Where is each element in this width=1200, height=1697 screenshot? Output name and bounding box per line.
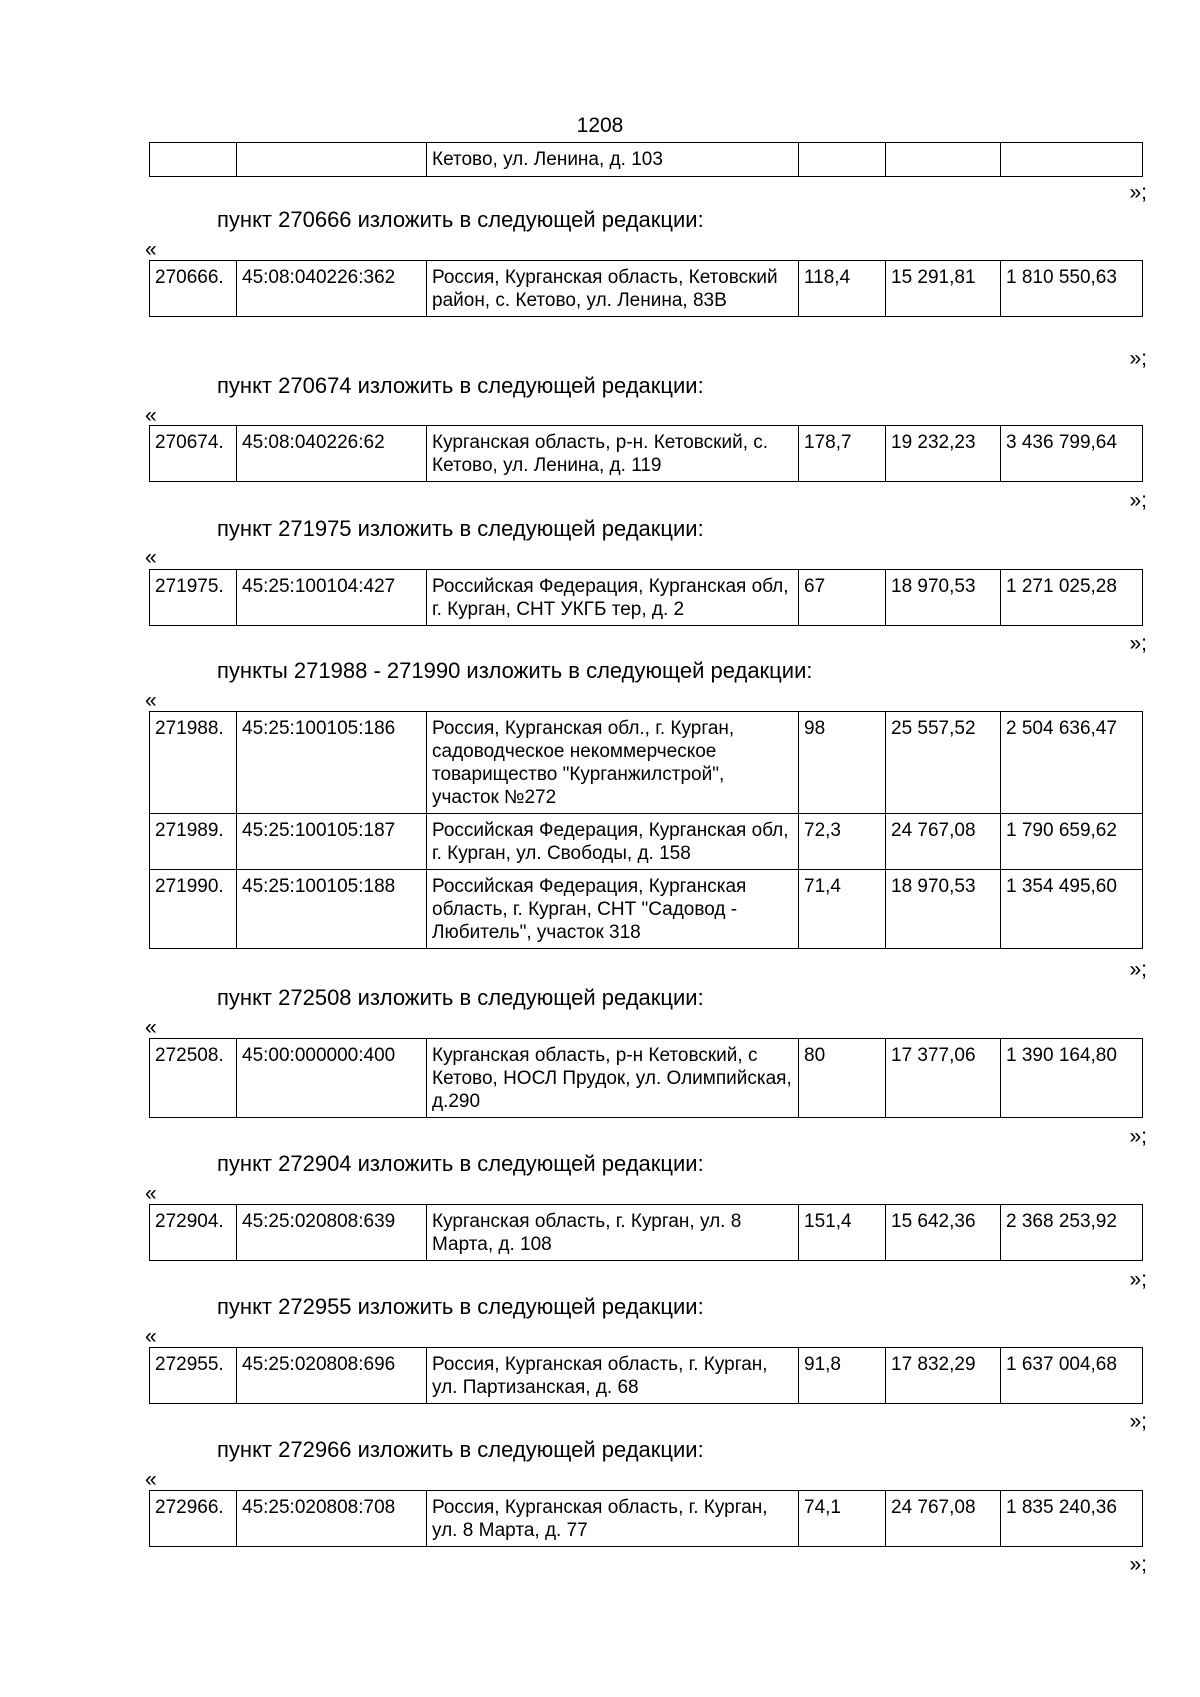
table-row — [150, 814, 1143, 870]
cell-rate: 25 557,52 — [886, 712, 1001, 814]
instruction-text: пункт 270674 изложить в следующей редакции: — [217, 373, 704, 398]
open-quote: « — [145, 689, 157, 712]
register-table — [149, 1204, 1143, 1261]
cell-cadastral: 45:00:000000:400 — [237, 1039, 427, 1118]
instruction-text: пункт 271975 изложить в следующей редакции: — [217, 516, 704, 541]
table-row — [150, 261, 1143, 317]
cell-address: Россия, Курганская область, Кетовский район, с. Кетово, ул. Ленина, 83В — [427, 261, 799, 317]
register-table — [149, 569, 1143, 626]
cell-address: Россия, Курганская обл., г. Курган, садоводческое некоммерческое товарищество "Курганжилстрой", участок №272 — [427, 712, 799, 814]
cell-number — [150, 143, 237, 177]
open-quote: « — [145, 546, 157, 569]
cell-cadastral: 45:25:100105:187 — [237, 814, 427, 870]
cell-rate: 18 970,53 — [886, 570, 1001, 626]
close-quote: »; — [1129, 1125, 1147, 1148]
instruction-text: пункт 272904 изложить в следующей редакции: — [217, 1151, 704, 1176]
cell-address: Россия, Курганская область, г. Курган, ул. Партизанская, д. 68 — [427, 1348, 799, 1404]
table-row — [150, 1491, 1143, 1547]
cell-number: 272966. — [150, 1491, 237, 1547]
cell-rate: 15 642,36 — [886, 1205, 1001, 1261]
cell-cadastral: 45:25:020808:639 — [237, 1205, 427, 1261]
cell-number: 271988. — [150, 712, 237, 814]
cell-address: Курганская область, р-н Кетовский, с Кетово, НОСЛ Прудок, ул. Олимпийская, д.290 — [427, 1039, 799, 1118]
close-quote: »; — [1129, 958, 1147, 981]
cell-area: 80 — [799, 1039, 886, 1118]
cell-value: 1 790 659,62 — [1001, 814, 1143, 870]
cell-address: Российская Федерация, Курганская обл, г. Курган, СНТ УКГБ тер, д. 2 — [427, 570, 799, 626]
cell-number: 270666. — [150, 261, 237, 317]
cell-rate: 17 832,29 — [886, 1348, 1001, 1404]
close-quote: »; — [1129, 347, 1147, 370]
cell-value: 1 390 164,80 — [1001, 1039, 1143, 1118]
cell-number: 272508. — [150, 1039, 237, 1118]
open-quote: « — [145, 404, 157, 427]
cell-address: Россия, Курганская область, г. Курган, ул. 8 Марта, д. 77 — [427, 1491, 799, 1547]
cell-area: 118,4 — [799, 261, 886, 317]
cell-value: 2 368 253,92 — [1001, 1205, 1143, 1261]
cell-area — [799, 143, 886, 177]
table-row — [150, 1348, 1143, 1404]
cell-area: 67 — [799, 570, 886, 626]
page-number: 1208 — [576, 114, 624, 137]
cell-area: 178,7 — [799, 426, 886, 482]
instruction-text: пункт 272508 изложить в следующей редакции: — [217, 985, 704, 1010]
cell-rate: 17 377,06 — [886, 1039, 1001, 1118]
cell-value: 1 835 240,36 — [1001, 1491, 1143, 1547]
cell-rate: 18 970,53 — [886, 870, 1001, 949]
close-quote: »; — [1129, 1268, 1147, 1291]
register-table — [149, 711, 1143, 949]
cell-cadastral: 45:25:100104:427 — [237, 570, 427, 626]
cell-number: 272904. — [150, 1205, 237, 1261]
cell-value: 2 504 636,47 — [1001, 712, 1143, 814]
cell-number: 271975. — [150, 570, 237, 626]
close-quote: »; — [1129, 1553, 1147, 1576]
cell-area: 151,4 — [799, 1205, 886, 1261]
cell-area: 91,8 — [799, 1348, 886, 1404]
cell-area: 98 — [799, 712, 886, 814]
register-table — [149, 260, 1143, 317]
open-quote: « — [145, 1016, 157, 1039]
cell-value: 1 810 550,63 — [1001, 261, 1143, 317]
cell-area: 71,4 — [799, 870, 886, 949]
table-row — [150, 712, 1143, 814]
cell-number: 271990. — [150, 870, 237, 949]
continuation-table — [149, 142, 1143, 177]
instruction-text: пункты 271988 - 271990 изложить в следующей редакции: — [217, 658, 813, 683]
cell-cadastral — [237, 143, 427, 177]
register-table — [149, 1347, 1143, 1404]
cell-rate: 19 232,23 — [886, 426, 1001, 482]
table-row — [150, 426, 1143, 482]
instruction-text: пункт 270666 изложить в следующей редакции: — [217, 207, 704, 232]
cell-value: 3 436 799,64 — [1001, 426, 1143, 482]
close-quote: »; — [1129, 1410, 1147, 1433]
close-quote: »; — [1129, 632, 1147, 655]
table-row — [150, 570, 1143, 626]
cell-rate: 24 767,08 — [886, 1491, 1001, 1547]
cell-number: 272955. — [150, 1348, 237, 1404]
cell-cadastral: 45:25:100105:186 — [237, 712, 427, 814]
cell-value: 1 354 495,60 — [1001, 870, 1143, 949]
open-quote: « — [145, 1468, 157, 1491]
cell-number: 271989. — [150, 814, 237, 870]
open-quote: « — [145, 1325, 157, 1348]
cell-cadastral: 45:08:040226:362 — [237, 261, 427, 317]
open-quote: « — [145, 1182, 157, 1205]
cell-rate: 24 767,08 — [886, 814, 1001, 870]
close-quote: »; — [1129, 181, 1147, 204]
cell-address: Курганская область, р-н. Кетовский, с. Кетово, ул. Ленина, д. 119 — [427, 426, 799, 482]
cell-cadastral: 45:25:020808:696 — [237, 1348, 427, 1404]
cell-cadastral: 45:08:040226:62 — [237, 426, 427, 482]
cell-address: Российская Федерация, Курганская область, г. Курган, СНТ "Садовод - Любитель", участок 318 — [427, 870, 799, 949]
instruction-text: пункт 272966 изложить в следующей редакции: — [217, 1437, 704, 1462]
register-table — [149, 1038, 1143, 1118]
cell-value: 1 271 025,28 — [1001, 570, 1143, 626]
cell-value — [1001, 143, 1143, 177]
cell-rate: 15 291,81 — [886, 261, 1001, 317]
table-row — [150, 1039, 1143, 1118]
cell-address: Курганская область, г. Курган, ул. 8 Марта, д. 108 — [427, 1205, 799, 1261]
table-row — [150, 1205, 1143, 1261]
register-table — [149, 1490, 1143, 1547]
cell-value: 1 637 004,68 — [1001, 1348, 1143, 1404]
instruction-text: пункт 272955 изложить в следующей редакции: — [217, 1294, 704, 1319]
cell-cadastral: 45:25:100105:188 — [237, 870, 427, 949]
register-table — [149, 425, 1143, 482]
cell-cadastral: 45:25:020808:708 — [237, 1491, 427, 1547]
cell-rate — [886, 143, 1001, 177]
open-quote: « — [145, 238, 157, 261]
table-row — [150, 143, 1143, 177]
cell-number: 270674. — [150, 426, 237, 482]
cell-address: Кетово, ул. Ленина, д. 103 — [427, 143, 799, 177]
cell-area: 72,3 — [799, 814, 886, 870]
cell-area: 74,1 — [799, 1491, 886, 1547]
close-quote: »; — [1129, 489, 1147, 512]
table-row — [150, 870, 1143, 949]
cell-address: Российская Федерация, Курганская обл, г. Курган, ул. Свободы, д. 158 — [427, 814, 799, 870]
